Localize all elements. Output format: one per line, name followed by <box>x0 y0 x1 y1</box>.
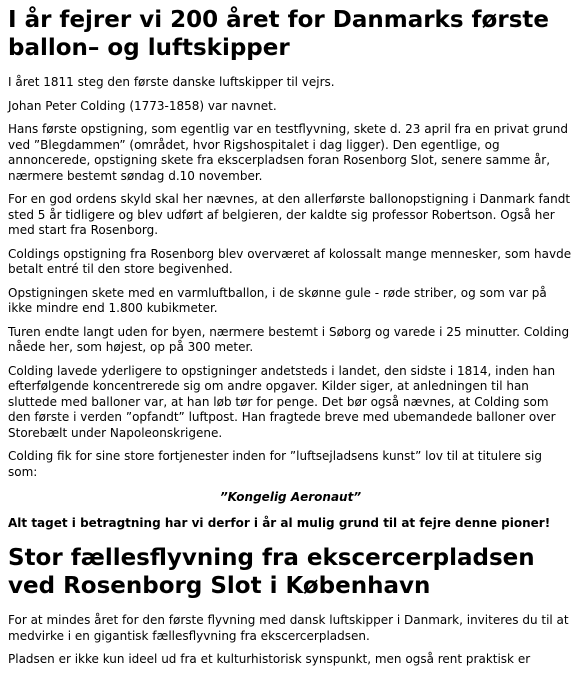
audience-paragraph: Coldings opstigning fra Rosenborg blev overværet af kolossalt mange mennesker, som havde betalt entré til den store begivenhed. <box>8 246 572 276</box>
conclusion-paragraph: Alt taget i betragtning har vi derfor i år al mulig grund til at fejre denne pioner! <box>8 515 551 530</box>
trip-paragraph: Turen endte langt uden for byen, nærmere bestemt i Søborg og varede i 25 minutter. Colding nåede her, som højest, op på 300 meter. <box>8 324 570 354</box>
balloon-paragraph: Opstigningen skete med en varmluftballon, i de skønne gule - røde striber, og som var på ikke mindre end 1.800 kubikmeter. <box>8 285 547 315</box>
later-ascents-paragraph: Colding lavede yderligere to opstigninger andetsteds i landet, den sidste i 1814, inden han efterfølgende koncentrerede sig om andre opgaver. Kilder siger, at anledningen til han sluttede med balloner var, at han løb tør for penge. Det bør også nævnes, at Colding som den første i verden ”opfandt” luftpost. Han fragtede breve med ubemandede balloner over Storebælt under Napoleonskrigene. <box>8 363 556 440</box>
section-heading: Stor fællesflyvning fra ekscercerpladsen ved Rosenborg Slot i København <box>8 545 535 599</box>
article <box>8 0 573 676</box>
title-quote: ”Kongelig Aeronaut” <box>219 490 362 504</box>
main-heading: I år fejrer vi 200 året for Danmarks første ballon– og luftskipper <box>8 7 549 61</box>
name-paragraph: Johan Peter Colding (1773-1858) var navnet. <box>8 98 277 113</box>
location-paragraph: Pladsen er ikke kun ideel ud fra et kulturhistorisk synspunkt, men også rent praktisk er <box>8 652 531 666</box>
first-ascent-paragraph: Hans første opstigning, som egentlig var en testflyvning, skete d. 23 april fra en privat grund ved ”Blegdammen” (området, hvor Rigshospitalet i dag ligger). Den egentlige, og annoncerede, opstigning skete fra ekscerpladsen foran Rosenborg Slot, senere samme år, nærmere bestemt søndag d.10 november. <box>8 122 568 183</box>
title-intro-paragraph: Colding fik for sine store fortjenester inden for ”luftsejladsens kunst” lov til at titulere sig som: <box>8 449 542 479</box>
robertson-paragraph: For en god ordens skyld skal her nævnes, at den allerførste ballonopstigning i Danmark fandt sted 5 år tidligere og blev udført af belgieren, der kaldte sig professor Robertson. Også her med start fra Rosenborg. <box>8 192 571 237</box>
invitation-paragraph: For at mindes året for den første flyvning med dansk luftskipper i Danmark, inviteres du til at medvirke i en gigantisk fællesflyvning fra ekscercerpladsen. <box>8 613 569 643</box>
intro-paragraph: I året 1811 steg den første danske luftskipper til vejrs. <box>8 75 335 89</box>
